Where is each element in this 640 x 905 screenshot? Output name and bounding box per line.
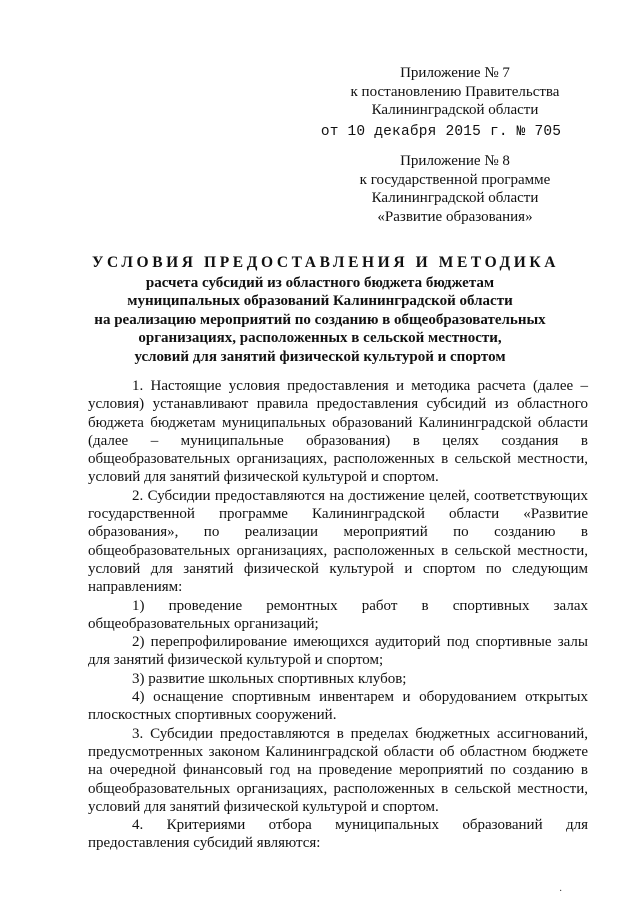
list-item-1: 1) проведение ремонтных работ в спортивных залах общеобразовательных организаций; (88, 597, 588, 632)
paragraph-4: 4. Критериями отбора муниципальных образований для предоставления субсидий являются: (88, 817, 588, 852)
appendix-8-block (330, 152, 580, 226)
appendix-7-line2: к постановлению Правительства (350, 83, 560, 100)
paragraph-3: 3. Субсидии предоставляются в пределах бюджетных ассигнований, предусмотренных законом Калининградской области об областном бюджете на очередной финансовый год на проведение мероприятий по созданию в общеобразовательных организациях, расположенных в сельской местности, условий для занятий физической культурой и спортом. (88, 725, 588, 815)
paragraph-2: 2. Субсидии предоставляются на достижение целей, соответствующих государственной программе Калининградской области «Развитие образования», по реализации мероприятий по созданию в общеобразовательных организациях, расположенных в сельской местности, условий для занятий физической культурой и спортом по следующим направлениям: (88, 487, 588, 596)
scan-mark: · (559, 886, 563, 897)
list-item-2: 2) перепрофилирование имеющихся аудиторий под спортивные залы для занятий физической культурой и спортом; (88, 634, 588, 669)
list-item-3: 3) развитие школьных спортивных клубов; (132, 670, 407, 687)
document-title (92, 254, 560, 366)
appendix-7-block (320, 64, 570, 141)
appendix-7-date-number: от 10 декабря 2015 г. № 705 (320, 123, 562, 140)
appendix-8-line3: Калининградской области (371, 190, 539, 206)
title-line-6: условий для занятий физической культурой и спортом (134, 348, 506, 365)
title-line-4: на реализацию мероприятий по созданию в общеобразовательных (94, 311, 546, 328)
title-line-1: УСЛОВИЯ ПРЕДОСТАВЛЕНИЯ И МЕТОДИКА (92, 254, 560, 271)
appendix-7-title: Приложение № 7 (400, 65, 510, 81)
document-body (88, 377, 588, 853)
title-line-2: расчета субсидий из областного бюджета бюджетам (145, 274, 495, 291)
appendix-7-line3: Калининградской области (371, 102, 539, 118)
title-line-3: муниципальных образований Калининградской области (127, 293, 513, 309)
appendix-8-line4: «Развитие образования» (377, 208, 533, 225)
title-line-5: организациях, расположенных в сельской местности, (138, 330, 502, 346)
appendix-8-title: Приложение № 8 (400, 153, 510, 169)
appendix-8-line2: к государственной программе (359, 171, 551, 188)
list-item-4: 4) оснащение спортивным инвентарем и оборудованием открытых плоскостных спортивных сооружений. (88, 689, 588, 724)
paragraph-1: 1. Настоящие условия предоставления и методика расчета (далее – условия) устанавливают правила предоставления субсидий из областного бюджета бюджетам муниципальных образований Калининградской области (далее – муниципальные образования) в целях создания в общеобразовательных организациях, расположенных в сельской местности, условий для занятий физической культурой и спортом. (88, 378, 588, 486)
